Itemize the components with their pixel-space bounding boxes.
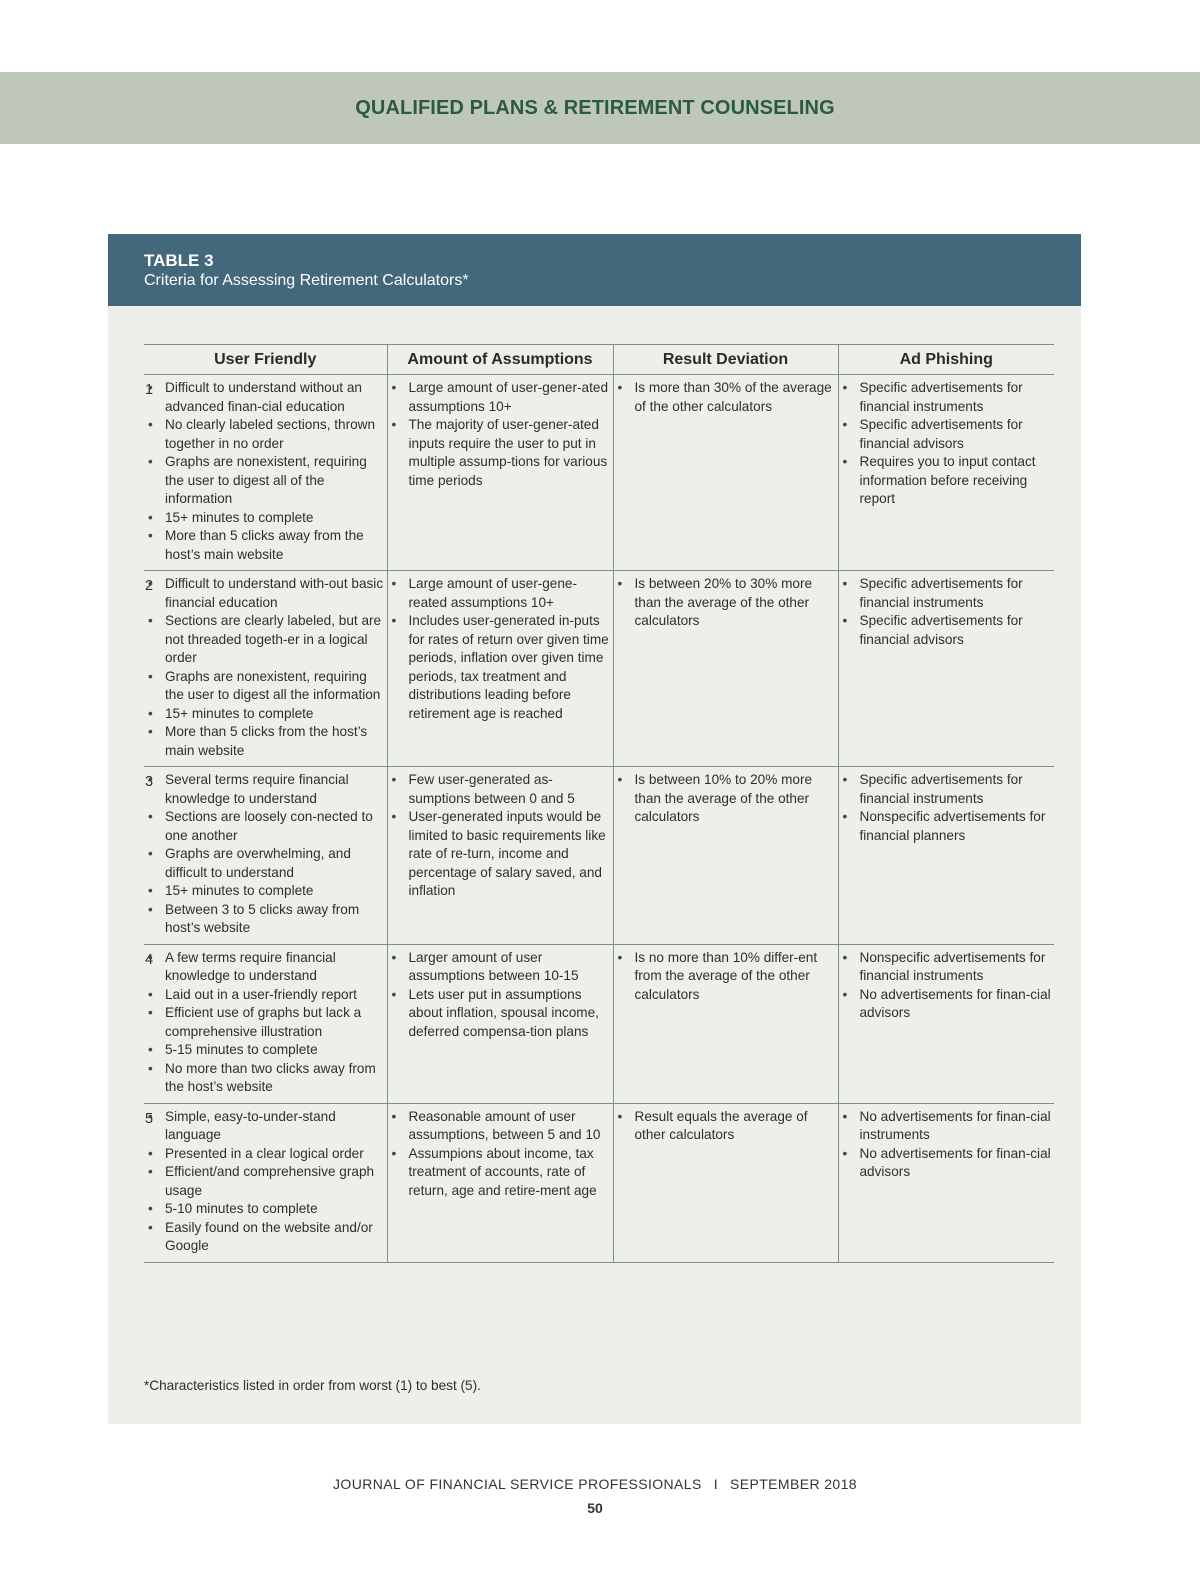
table-row — [144, 571, 1054, 767]
cell-ad-phishing — [838, 571, 1054, 767]
cell-assumptions — [387, 571, 613, 767]
table-footnote: *Characteristics listed in order from worst (1) to best (5). — [144, 1378, 481, 1393]
bullet-item: • Several terms require financial knowledge to understand — [144, 771, 387, 808]
column-header-assumptions: Amount of Assumptions — [387, 345, 613, 375]
bullet-item: • No clearly labeled sections, thrown together in no order — [144, 416, 387, 453]
bullet-item: • No more than two clicks away from the host’s website — [144, 1060, 387, 1097]
bullet-item: • Difficult to understand without an advanced finan-cial education — [144, 379, 387, 416]
rank-number: 5 — [145, 1110, 154, 1127]
cell-ad-phishing — [838, 944, 1054, 1103]
criteria-table — [144, 344, 1054, 1263]
cell-assumptions — [387, 944, 613, 1103]
bullet-list — [388, 1108, 613, 1201]
bullet-list — [614, 949, 838, 1005]
bullet-item: • Larger amount of user assumptions between 10-15 — [388, 949, 613, 986]
bullet-list — [839, 379, 1055, 509]
bullet-item: • Nonspecific advertisements for financial planners — [839, 808, 1055, 845]
rank-number: 1 — [145, 382, 154, 398]
bullet-item: • Specific advertisements for financial instruments — [839, 575, 1055, 612]
cell-assumptions — [387, 1103, 613, 1262]
cell-user-friendly — [144, 1103, 387, 1262]
bullet-item: • Few user-generated as-sumptions between 0 and 5 — [388, 771, 613, 808]
bullet-item: • No advertisements for finan-cial instruments — [839, 1108, 1055, 1145]
bullet-item: • Laid out in a user-friendly report — [144, 986, 387, 1005]
section-title: QUALIFIED PLANS & RETIREMENT COUNSELING — [355, 97, 835, 119]
bullet-list — [388, 949, 613, 1042]
cell-result-deviation — [613, 944, 838, 1103]
bullet-item: • Result equals the average of other calculators — [614, 1108, 838, 1145]
table-header-row — [144, 345, 1054, 375]
bullet-item: • 15+ minutes to complete — [144, 509, 387, 528]
bullet-item: • Includes user-generated in-puts for rates of return over given time periods, inflation over given time periods, tax treatment and distributions leading before retirement age is reached — [388, 612, 613, 723]
bullet-item: • Between 3 to 5 clicks away from host’s website — [144, 901, 387, 938]
bullet-list — [144, 949, 387, 1097]
bullet-item: • Large amount of user-gene-reated assumptions 10+ — [388, 575, 613, 612]
bullet-item: • Reasonable amount of user assumptions, between 5 and 10 — [388, 1108, 613, 1145]
bullet-item: • Specific advertisements for financial instruments — [839, 379, 1055, 416]
table-row — [144, 944, 1054, 1103]
table-header — [108, 234, 1081, 306]
bullet-item: • Presented in a clear logical order — [144, 1145, 387, 1164]
issue-date: SEPTEMBER 2018 — [730, 1476, 857, 1492]
bullet-item: • More than 5 clicks from the host’s main website — [144, 723, 387, 760]
bullet-item: • 15+ minutes to complete — [144, 705, 387, 724]
bullet-list — [614, 1108, 838, 1145]
bullet-item: • Large amount of user-gener-ated assumptions 10+ — [388, 379, 613, 416]
bullet-list — [144, 1108, 387, 1256]
bullet-list — [614, 379, 838, 416]
bullet-item: • 15+ minutes to complete — [144, 882, 387, 901]
bullet-item: • Sections are loosely con-nected to one another — [144, 808, 387, 845]
cell-assumptions — [387, 375, 613, 571]
table-panel — [108, 234, 1081, 1424]
table-body — [144, 375, 1054, 1263]
page-number: 50 — [587, 1500, 603, 1516]
cell-result-deviation — [613, 375, 838, 571]
bullet-item: • Efficient/and comprehensive graph usage — [144, 1163, 387, 1200]
column-header-user-friendly: User Friendly — [144, 345, 387, 375]
bullet-item: • Difficult to understand with-out basic financial education — [144, 575, 387, 612]
table-number: TABLE 3 — [144, 251, 214, 270]
bullet-list — [144, 379, 387, 564]
footer-separator: I — [713, 1476, 718, 1492]
rank-number: 4 — [145, 951, 154, 968]
bullet-list — [839, 1108, 1055, 1182]
bullet-list — [614, 771, 838, 827]
bullet-item: • Lets user put in assumptions about inflation, spousal income, deferred compensa-tion plans — [388, 986, 613, 1042]
bullet-item: • Efficient use of graphs but lack a comprehensive illustration — [144, 1004, 387, 1041]
bullet-list — [144, 575, 387, 760]
bullet-list — [388, 575, 613, 723]
bullet-item: • The majority of user-gener-ated inputs require the user to put in multiple assump-tions for various time periods — [388, 416, 613, 490]
bullet-item: • A few terms require financial knowledge to understand — [144, 949, 387, 986]
cell-assumptions — [387, 767, 613, 945]
bullet-item: • More than 5 clicks away from the host’s main website — [144, 527, 387, 564]
journal-name: JOURNAL OF FINANCIAL SERVICE PROFESSIONALS — [333, 1476, 702, 1492]
cell-user-friendly — [144, 571, 387, 767]
bullet-item: • 5-10 minutes to complete — [144, 1200, 387, 1219]
bullet-list — [839, 949, 1055, 1023]
cell-ad-phishing — [838, 375, 1054, 571]
journal-footer — [0, 1476, 1190, 1492]
rank-number: 3 — [145, 774, 154, 790]
bullet-list — [839, 771, 1055, 845]
cell-result-deviation — [613, 767, 838, 945]
bullet-item: • Graphs are overwhelming, and difficult to understand — [144, 845, 387, 882]
bullet-item: • Graphs are nonexistent, requiring the user to digest all the information — [144, 668, 387, 705]
cell-ad-phishing — [838, 767, 1054, 945]
bullet-item: • User-generated inputs would be limited to basic requirements like rate of re-turn, income and percentage of salary saved, and inflation — [388, 808, 613, 901]
bullet-item: • Easily found on the website and/or Google — [144, 1219, 387, 1256]
bullet-item: • Is between 20% to 30% more than the average of the other calculators — [614, 575, 838, 631]
bullet-item: • Simple, easy-to-under-stand language — [144, 1108, 387, 1145]
bullet-item: • Specific advertisements for financial advisors — [839, 416, 1055, 453]
bullet-list — [614, 575, 838, 631]
rank-number: 2 — [145, 578, 154, 594]
column-header-ad-phishing: Ad Phishing — [838, 345, 1054, 375]
bullet-item: • No advertisements for finan-cial advisors — [839, 986, 1055, 1023]
bullet-item: • Is more than 30% of the average of the other calculators — [614, 379, 838, 416]
cell-user-friendly — [144, 375, 387, 571]
bullet-item: • Nonspecific advertisements for financial instruments — [839, 949, 1055, 986]
bullet-item: • Specific advertisements for financial instruments — [839, 771, 1055, 808]
cell-result-deviation — [613, 1103, 838, 1262]
column-header-result-deviation: Result Deviation — [613, 345, 838, 375]
cell-result-deviation — [613, 571, 838, 767]
bullet-item: • Is between 10% to 20% more than the average of the other calculators — [614, 771, 838, 827]
bullet-item: • Requires you to input contact information before receiving report — [839, 453, 1055, 509]
bullet-item: • Assumpions about income, tax treatment of accounts, rate of return, age and retire-ment age — [388, 1145, 613, 1201]
table-caption: Criteria for Assessing Retirement Calculators* — [144, 272, 469, 289]
table-row — [144, 1103, 1054, 1262]
bullet-item: • Sections are clearly labeled, but are not threaded togeth-er in a logical order — [144, 612, 387, 668]
cell-user-friendly — [144, 944, 387, 1103]
bullet-item: • Is no more than 10% differ-ent from the average of the other calculators — [614, 949, 838, 1005]
cell-user-friendly — [144, 767, 387, 945]
bullet-item: • Specific advertisements for financial advisors — [839, 612, 1055, 649]
bullet-list — [388, 771, 613, 901]
table-row — [144, 375, 1054, 571]
bullet-item: • 5-15 minutes to complete — [144, 1041, 387, 1060]
bullet-list — [839, 575, 1055, 649]
bullet-list — [144, 771, 387, 938]
bullet-item: • No advertisements for finan-cial advisors — [839, 1145, 1055, 1182]
table-row — [144, 767, 1054, 945]
cell-ad-phishing — [838, 1103, 1054, 1262]
bullet-item: • Graphs are nonexistent, requiring the user to digest all of the information — [144, 453, 387, 509]
bullet-list — [388, 379, 613, 490]
